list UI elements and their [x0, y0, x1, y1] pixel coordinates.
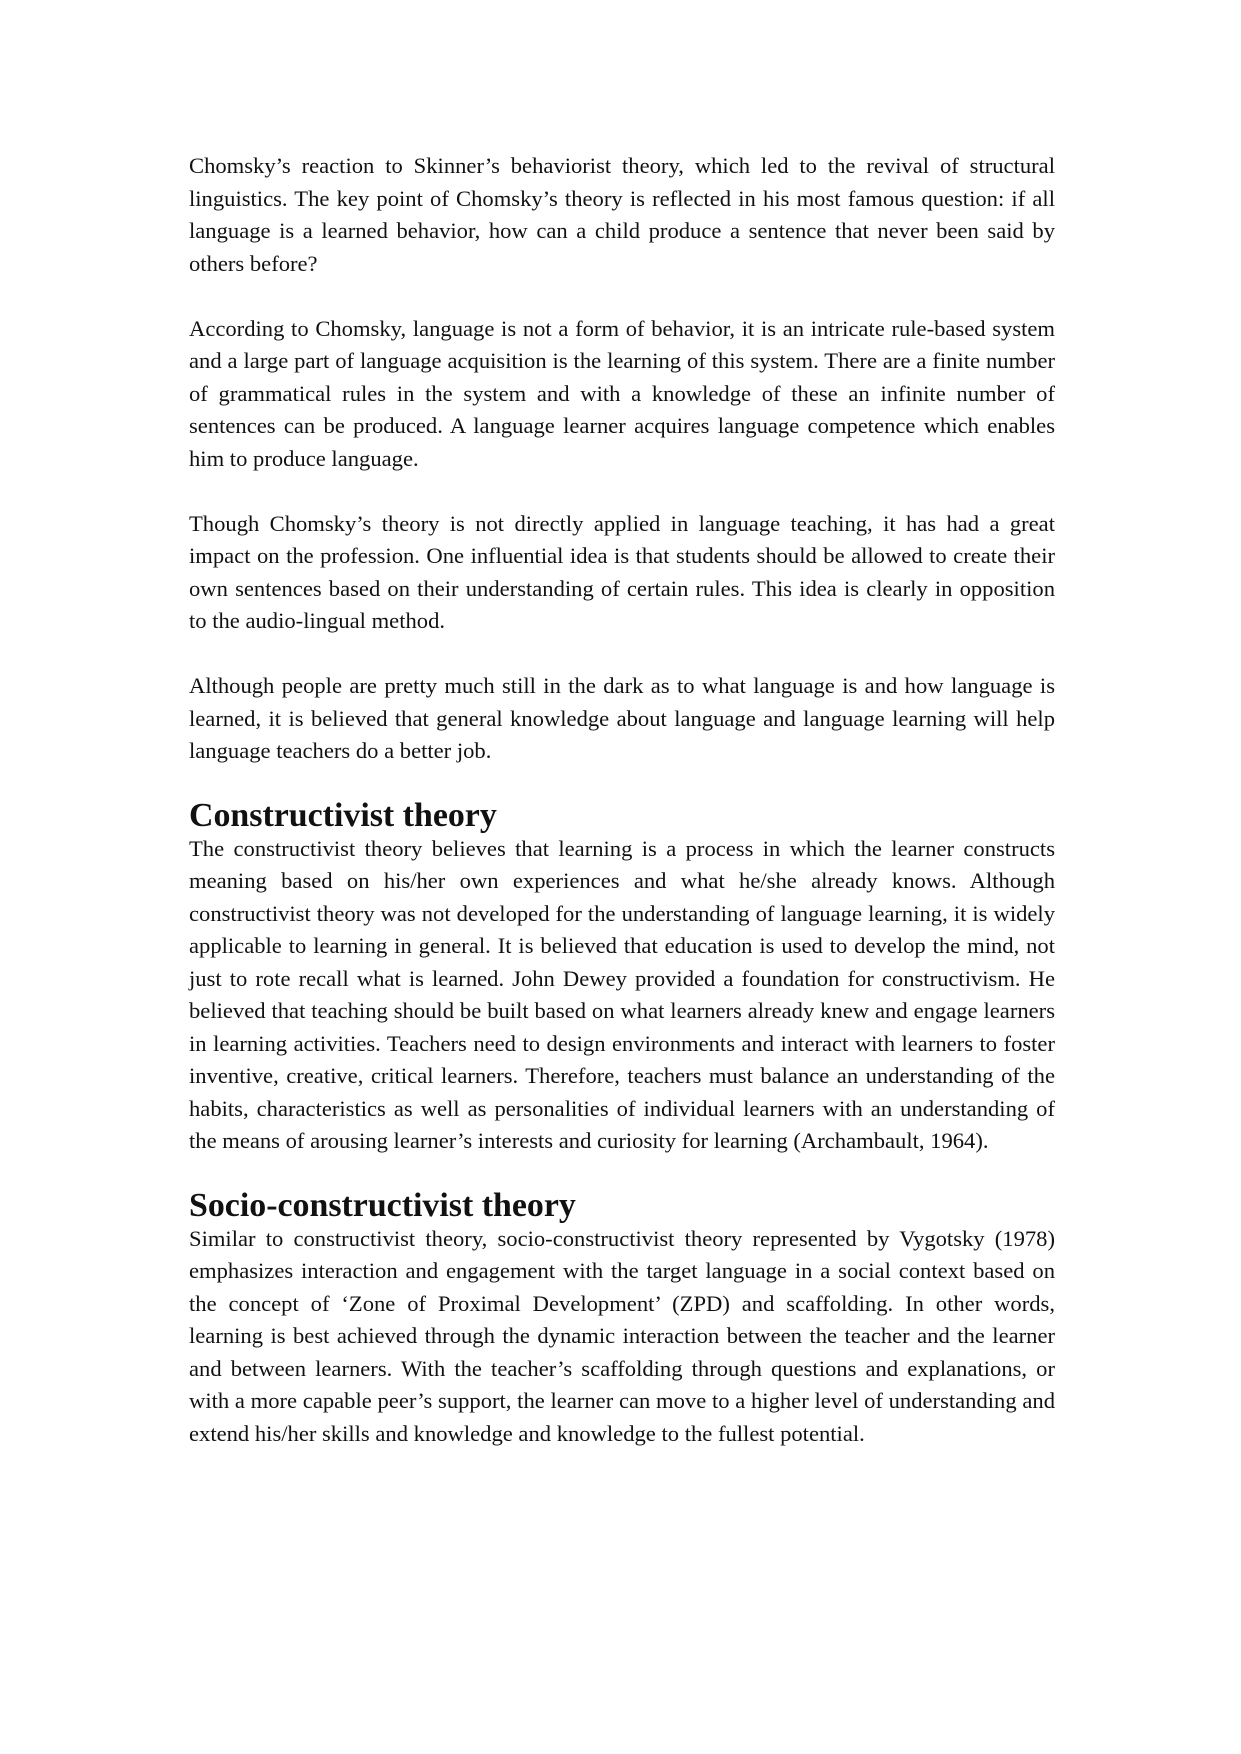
paragraph-chomsky-language-system: According to Chomsky, language is not a form of behavior, it is an intricate rule-based system and a large part of language acquisition is the learning of this system. There are a finite number of grammatical rules in the system and with a knowledge of these an infinite number of sentences can be produced. A language learner acquires language competence which enables him to produce language.	[189, 315, 1055, 471]
paragraph-chomsky-reaction: Chomsky’s reaction to Skinner’s behaviorist theory, which led to the revival of structural linguistics. The key point of Chomsky’s theory is reflected in his most famous question: if all language is a learned behavior, how can a child produce a sentence that never been said by others before?	[189, 153, 1055, 276]
paragraph-socio-constructivist-body: Similar to constructivist theory, socio-constructivist theory represented by Vygotsky (1978) emphasizes interaction and engagement with the target language in a social context based on the concept of ‘Zone of Proximal Development’ (ZPD) and scaffolding. In other words, learning is best achieved through the dynamic interaction between the teacher and the learner and between learners. With the teacher’s scaffolding through questions and explanations, or with a more capable peer’s support, the learner can move to a higher level of understanding and extend his/her skills and knowledge and knowledge to the fullest potential.	[189, 1225, 1055, 1446]
paragraph-general-knowledge: Although people are pretty much still in the dark as to what language is and how language is learned, it is believed that general knowledge about language and language learning will help language teachers do a better job.	[189, 673, 1055, 763]
section-constructivist	[189, 797, 1055, 1158]
paragraph-constructivist-body: The constructivist theory believes that learning is a process in which the learner constructs meaning based on his/her own experiences and what he/she already knows. Although constructivist theory was not developed for the understanding of language learning, it is widely applicable to learning in general. It is believed that education is used to develop the mind, not just to rote recall what is learned. John Dewey provided a foundation for constructivism. He believed that teaching should be built based on what learners already knew and engage learners in learning activities. Teachers need to design environments and interact with learners to foster inventive, creative, critical learners. Therefore, teachers must balance an understanding of the habits, characteristics as well as personalities of individual learners with an understanding of the means of arousing learner’s interests and curiosity for learning (Archambault, 1964).	[189, 835, 1055, 1153]
heading-socio-constructivist-theory: Socio-constructivist theory	[189, 1187, 576, 1224]
section-socio-constructivist	[189, 1187, 1055, 1450]
document-page	[189, 150, 1055, 1450]
heading-constructivist-theory: Constructivist theory	[189, 797, 497, 834]
paragraph-chomsky-teaching-impact: Though Chomsky’s theory is not directly applied in language teaching, it has had a great impact on the profession. One influential idea is that students should be allowed to create their own sentences based on their understanding of certain rules. This idea is clearly in opposition to the audio-lingual method.	[189, 510, 1055, 633]
